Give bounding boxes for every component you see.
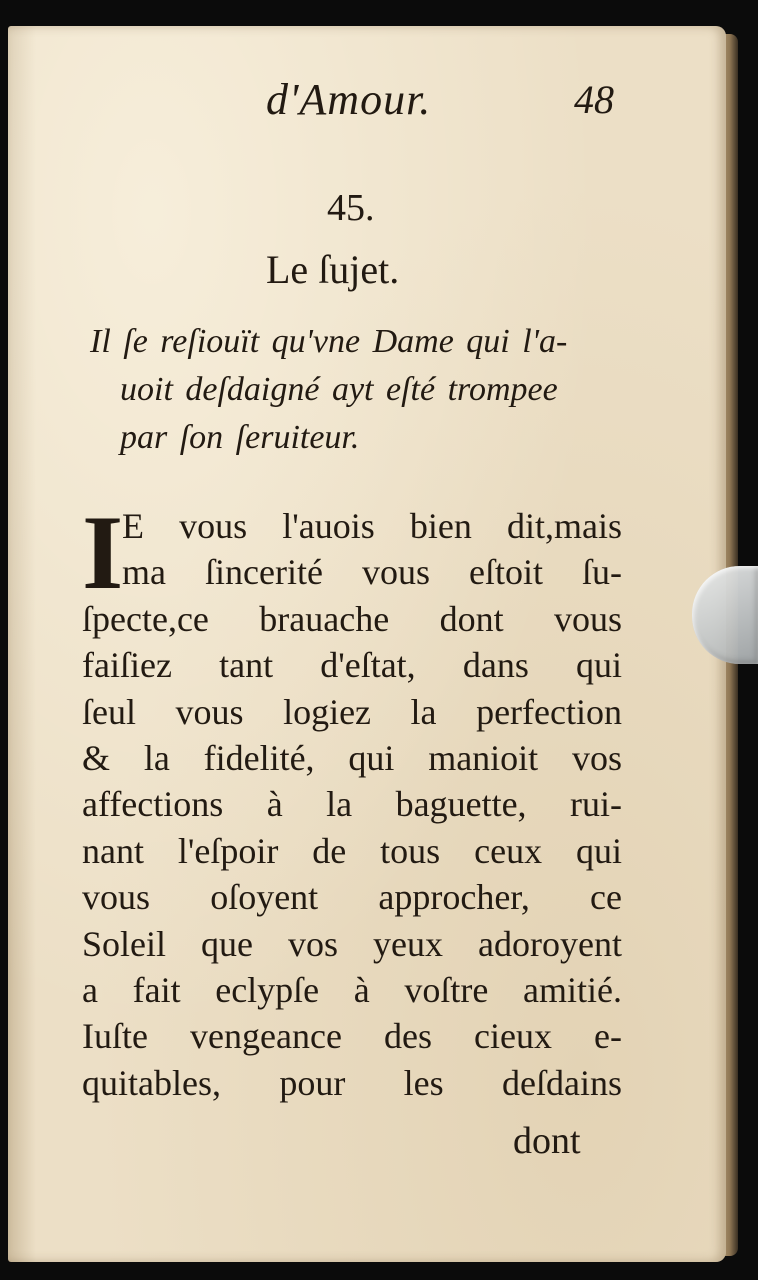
- text-line: vous oſoyent approcher, ce: [82, 877, 622, 918]
- argument-line: uoit deſdaigné ayt eſté trompee: [120, 371, 558, 408]
- body-text: [82, 494, 622, 1106]
- text-line: affections à la baguette, rui-: [82, 784, 622, 825]
- text-line: Soleil que vos yeux adoroyent: [82, 923, 622, 964]
- text-line: faiſiez tant d'eſtat, dans qui: [82, 645, 622, 686]
- chapter-heading: Le ſujet.: [266, 247, 400, 292]
- text-line: ma ſincerité vous eſtoit ſu-: [122, 552, 622, 593]
- text-line: ſpecte,ce brauache dont vous: [82, 598, 622, 639]
- running-title: d'Amour.: [266, 75, 432, 124]
- text-line: ſeul vous logiez la perfection: [82, 691, 622, 732]
- catchword: dont: [513, 1120, 581, 1162]
- drop-cap: I: [82, 494, 124, 611]
- text-line: & la fidelité, qui manioit vos: [82, 738, 622, 779]
- argument-text: [90, 318, 630, 462]
- argument-line: par ſon ſeruiteur.: [120, 419, 360, 456]
- text-line: quitables, pour les deſdains: [82, 1062, 622, 1103]
- argument-line: Il ſe reſiouït qu'vne Dame qui l'a-: [90, 323, 568, 360]
- text-line: E vous l'auois bien dit,mais: [122, 506, 622, 546]
- text-line: nant l'eſpoir de tous ceux qui: [82, 830, 622, 871]
- text-line: a fait eclypſe à voſtre amitié.: [82, 970, 622, 1011]
- page-number: 48: [574, 77, 614, 122]
- chapter-number: 45.: [327, 187, 375, 229]
- text-line: Iuſte vengeance des cieux e-: [82, 1016, 622, 1057]
